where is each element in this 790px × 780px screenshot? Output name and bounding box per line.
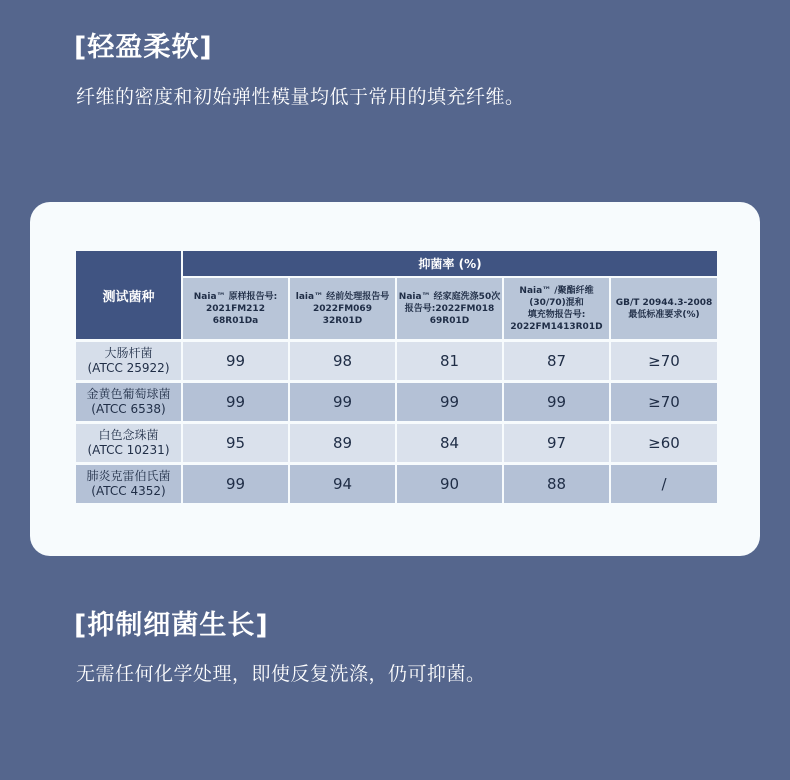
strain-name-cell: [76, 339, 181, 380]
rate-value-cell: ≥70: [611, 339, 717, 380]
strain-name-line: 金黄色葡萄球菌: [86, 387, 171, 401]
column-header-line: Naia™ 经家庭洗涤50次: [398, 291, 501, 302]
antibacterial-table-card: [30, 202, 760, 556]
table-row: [76, 380, 717, 421]
rate-value-cell: 98: [290, 339, 395, 380]
rate-value-cell: /: [611, 462, 717, 503]
section-text-lightweight: 纤维的密度和初始弹性模量均低于常用的填充纤维。: [76, 86, 525, 108]
column-header-line: laia™ 经前处理报告号: [295, 291, 390, 302]
table-row: [76, 421, 717, 462]
table-row: [76, 462, 717, 503]
rate-value-cell: ≥60: [611, 421, 717, 462]
column-header: [290, 276, 395, 339]
rate-value-cell: 95: [183, 421, 288, 462]
column-header: [611, 276, 717, 339]
column-header-line: 2021FM212: [206, 303, 265, 314]
column-header-line: 32R01D: [322, 315, 363, 326]
column-header-line: Naia™ 原样报告号:: [193, 291, 278, 302]
group-header: 抑菌率 (%): [183, 251, 717, 276]
rate-value-cell: 90: [397, 462, 502, 503]
strain-name-cell: [76, 380, 181, 421]
column-header: [397, 276, 502, 339]
strain-name-line: (ATCC 10231): [87, 443, 170, 457]
rate-value-cell: 89: [290, 421, 395, 462]
rate-value-cell: 81: [397, 339, 502, 380]
section-title-lightweight: [轻盈柔软]: [74, 32, 213, 63]
rate-value-cell: 99: [397, 380, 502, 421]
rate-value-cell: 99: [183, 380, 288, 421]
rate-value-cell: ≥70: [611, 380, 717, 421]
row-header: 测试菌种: [76, 251, 181, 339]
rate-value-cell: 88: [504, 462, 609, 503]
strain-name-line: (ATCC 25922): [87, 361, 170, 375]
strain-name-line: (ATCC 6538): [91, 402, 166, 416]
column-header-line: 68R01Da: [212, 315, 259, 326]
section-text-antibacterial: 无需任何化学处理，即使反复洗涤，仍可抑菌。: [76, 663, 486, 685]
column-header-line: 69R01D: [429, 315, 470, 326]
rate-value-cell: 94: [290, 462, 395, 503]
strain-name-line: 大肠杆菌: [104, 346, 153, 360]
column-header-line: Naia™ /聚酯纤维: [519, 285, 594, 296]
strain-name-cell: [76, 421, 181, 462]
rate-value-cell: 97: [504, 421, 609, 462]
column-header-line: 最低标准要求(%): [628, 309, 700, 320]
strain-name-line: 肺炎克雷伯氏菌: [86, 469, 171, 483]
column-header-line: GB/T 20944.3-2008: [615, 297, 713, 308]
column-header-line: 填充物报告号:: [527, 309, 586, 320]
rate-value-cell: 99: [183, 339, 288, 380]
column-header-line: 2022FM069: [313, 303, 372, 314]
rate-value-cell: 87: [504, 339, 609, 380]
column-header: [183, 276, 288, 339]
strain-name-line: (ATCC 4352): [91, 484, 166, 498]
rate-value-cell: 84: [397, 421, 502, 462]
rate-value-cell: 99: [183, 462, 288, 503]
strain-name-line: 白色念珠菌: [98, 428, 159, 442]
column-header: [504, 276, 609, 339]
rate-value-cell: 99: [290, 380, 395, 421]
table-row: [76, 339, 717, 380]
column-header-line: 报告号:2022FM018: [404, 303, 495, 314]
section-title-antibacterial: [抑制细菌生长]: [74, 610, 269, 641]
rate-value-cell: 99: [504, 380, 609, 421]
antibacterial-table: [74, 251, 719, 503]
column-header-line: 2022FM1413R01D: [510, 321, 603, 332]
column-header-line: (30/70)混和: [529, 297, 584, 308]
strain-name-cell: [76, 462, 181, 503]
